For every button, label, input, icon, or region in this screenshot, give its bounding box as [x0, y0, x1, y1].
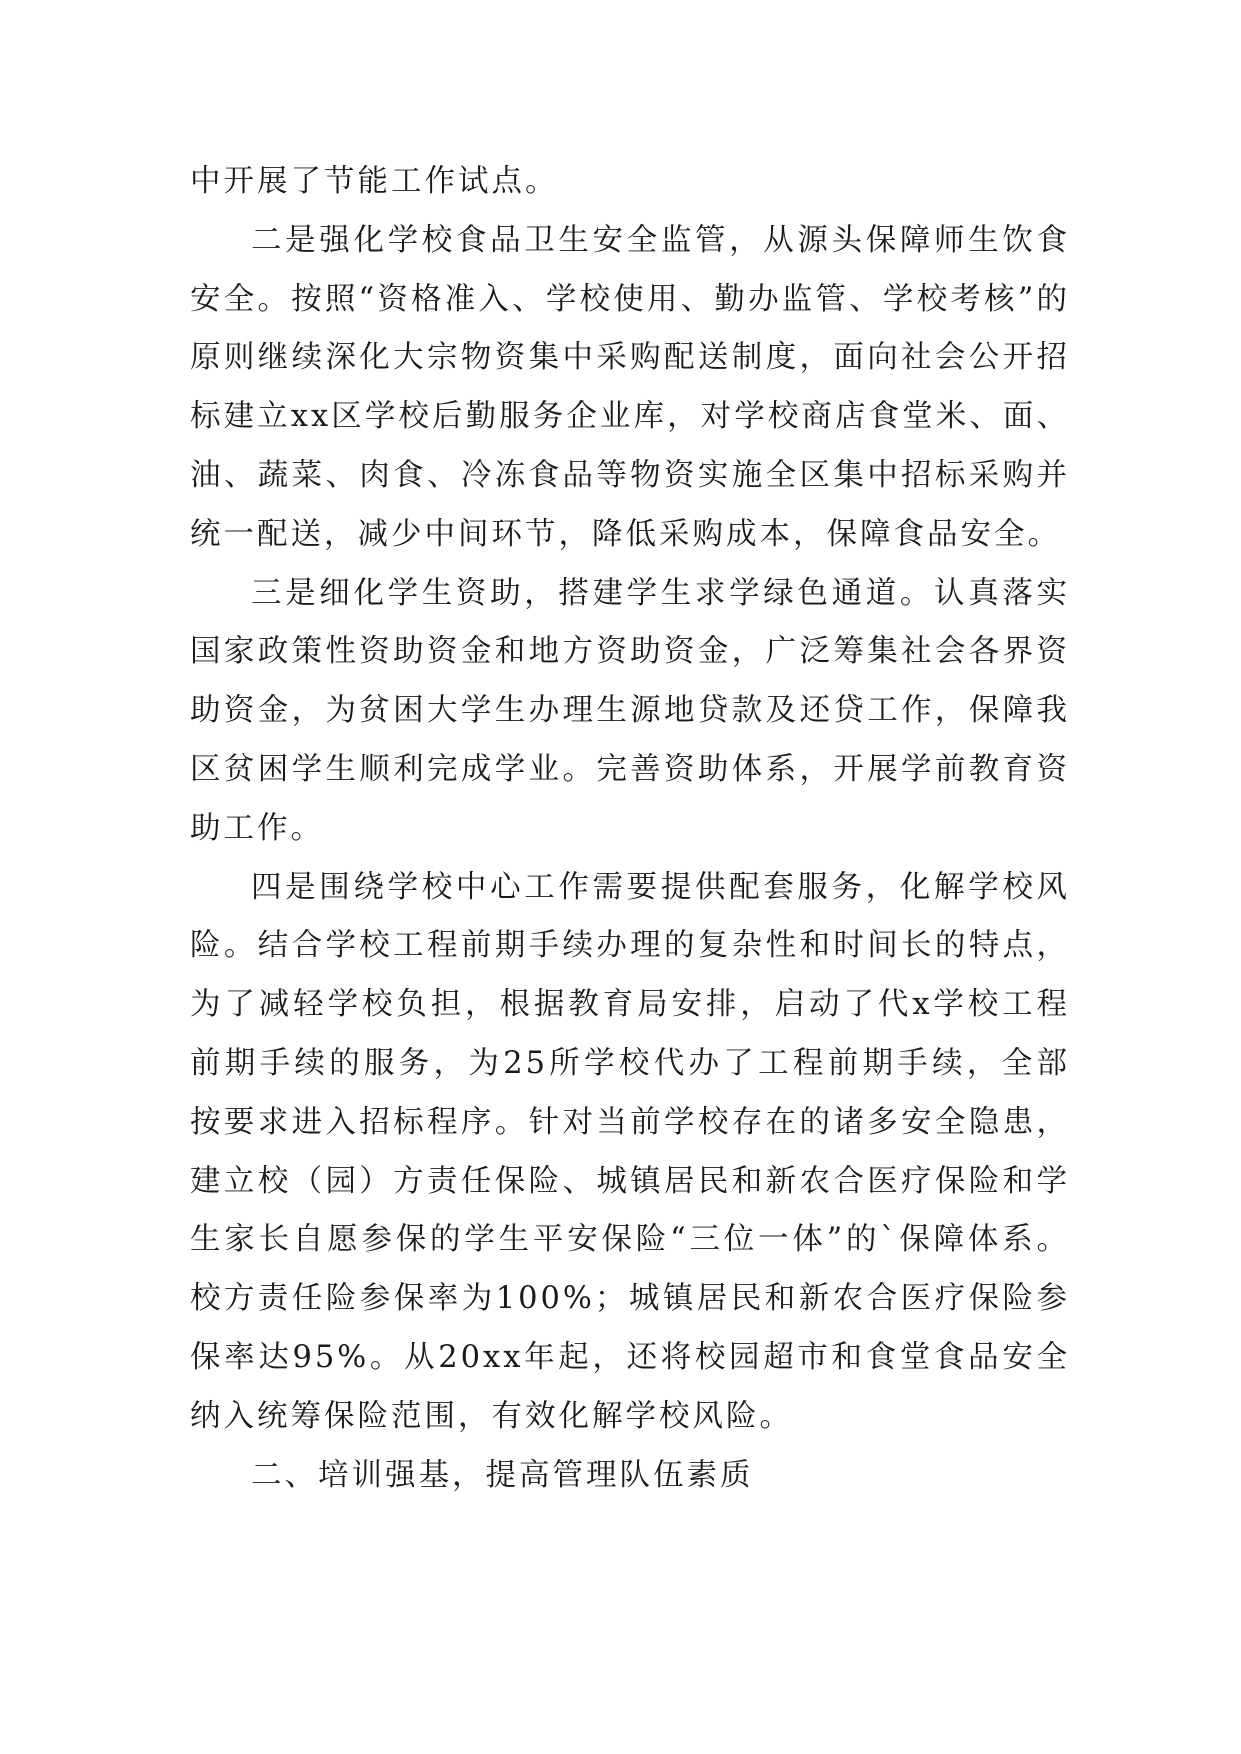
section-heading: 二、培训强基，提高管理队伍素质	[251, 1457, 754, 1493]
document-body	[190, 153, 1070, 1505]
paragraph-student-aid: 三是细化学生资助，搭建学生求学绿色通道。认真落实国家政策性资助资金和地方资助资金，广泛筹集社会各界资助资金，为贫困大学生办理生源地贷款及还贷工作，保障我区贫困学生顺利完成学业。完善资助体系，开展学前教育资助工作。	[190, 575, 1070, 846]
paragraph-continuation: 中开展了节能工作试点。	[190, 164, 559, 199]
paragraph-school-services: 四是围绕学校中心工作需要提供配套服务，化解学校风险。结合学校工程前期手续办理的复杂性和时间长的特点，为了减轻学校负担，根据教育局安排，启动了代x学校工程前期手续的服务，为25所学校代办了工程前期手续，全部按要求进入招标程序。针对当前学校存在的诸多安全隐患，建立校（园）方责任保险、城镇居民和新农合医疗保险和学生家长自愿参保的学生平安保险“三位一体”的`保障体系。校方责任险参保率为100%；城镇居民和新农合医疗保险参保率达95%。从20xx年起，还将校园超市和食堂食品安全纳入统筹保险范围，有效化解学校风险。	[190, 869, 1070, 1434]
paragraph-food-safety: 二是强化学校食品卫生安全监管，从源头保障师生饮食安全。按照“资格准入、学校使用、勤办监管、学校考核”的原则继续深化大宗物资集中采购配送制度，面向社会公开招标建立xx区学校后勤服务企业库，对学校商店食堂米、面、油、蔬菜、肉食、冷冻食品等物资实施全区集中招标采购并统一配送，减少中间环节，降低采购成本，保障食品安全。	[190, 222, 1070, 552]
